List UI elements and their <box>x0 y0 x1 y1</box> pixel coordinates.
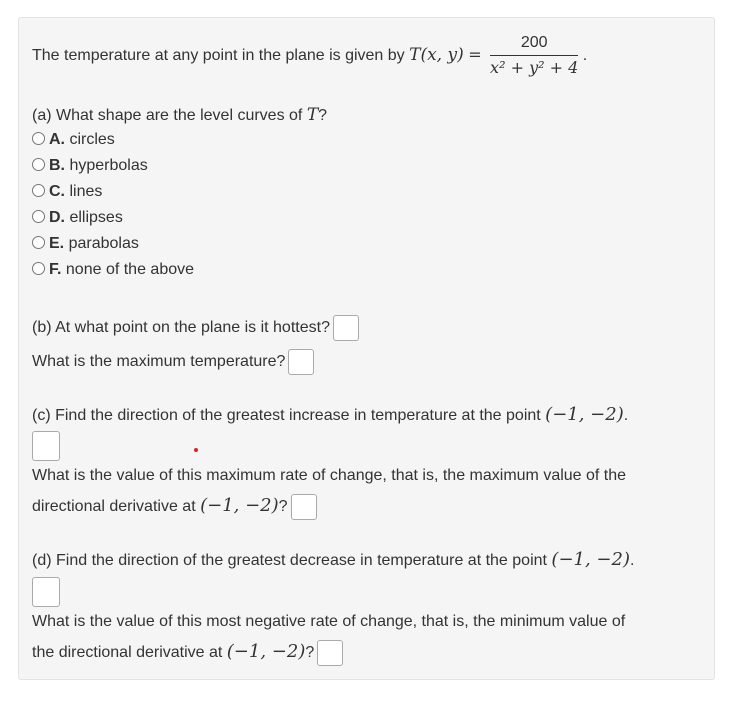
part-d-q2-text2: the directional derivative at <box>32 644 223 661</box>
part-d-q1-line <box>32 547 634 573</box>
radio-d[interactable] <box>32 210 45 223</box>
radio-f[interactable] <box>32 262 45 275</box>
option-e[interactable] <box>32 234 139 254</box>
radio-e[interactable] <box>32 236 45 249</box>
option-d[interactable] <box>32 208 123 228</box>
min-rate-input[interactable] <box>317 640 343 666</box>
option-e-text: parabolas <box>68 235 139 252</box>
increase-direction-input[interactable] <box>32 431 60 461</box>
part-c-q2-line1 <box>32 464 626 488</box>
part-c-period: . <box>623 407 629 424</box>
fraction-denominator: x² + y² + 4 <box>490 58 579 78</box>
intro-line <box>32 32 587 78</box>
fraction-numerator: 200 <box>490 34 578 56</box>
option-c-letter: C. <box>49 183 65 200</box>
part-c-point: (−1, −2) <box>545 404 624 425</box>
option-c-text: lines <box>69 183 103 200</box>
option-e-letter: E. <box>49 235 65 252</box>
intro-text: The temperature at any point in the plane is given by <box>32 47 405 64</box>
part-d-q2-line1 <box>32 610 625 634</box>
part-b-q2-line <box>32 347 314 377</box>
option-b-text: hyperbolas <box>69 157 148 174</box>
part-d-q2-point: (−1, −2) <box>226 641 306 662</box>
part-c-q1-line <box>32 402 628 428</box>
part-b-q2: What is the maximum temperature? <box>32 353 286 370</box>
part-c-q1: (c) Find the direction of the greatest increase in temperature at the point <box>32 407 541 424</box>
part-d-q2-text1: What is the value of this most negative rate of change, that is, the minimum value of <box>32 613 626 630</box>
intro-equals: = <box>468 45 482 64</box>
intro-function: T(x, y) <box>409 45 464 65</box>
part-a-variable: T <box>306 105 319 125</box>
part-c-q2-point: (−1, −2) <box>200 495 279 516</box>
option-f-letter: F. <box>49 261 62 278</box>
radio-a[interactable] <box>32 132 45 145</box>
red-dot-marker <box>194 448 198 452</box>
option-b-letter: B. <box>49 157 65 174</box>
option-c[interactable] <box>32 182 102 202</box>
part-d-point: (−1, −2) <box>551 549 630 570</box>
option-a-letter: A. <box>49 131 65 148</box>
option-d-text: ellipses <box>69 209 123 226</box>
part-b-q1-line <box>32 313 359 343</box>
option-f[interactable] <box>32 260 194 280</box>
part-d-q1: (d) Find the direction of the greatest decrease in temperature at the point <box>32 552 547 569</box>
option-f-text: none of the above <box>65 261 195 278</box>
radio-c[interactable] <box>32 184 45 197</box>
hottest-point-input[interactable] <box>333 315 359 341</box>
part-c-q2-line2 <box>32 491 317 521</box>
max-temperature-input[interactable] <box>288 349 314 375</box>
part-c-q2-end: ? <box>278 498 288 515</box>
radio-b[interactable] <box>32 158 45 171</box>
intro-period: . <box>582 47 588 64</box>
option-a[interactable] <box>32 130 115 150</box>
part-c-q2-text2: directional derivative at <box>32 498 196 515</box>
part-b-q1: (b) At what point on the plane is it hottest? <box>32 319 330 336</box>
option-a-text: circles <box>69 131 115 148</box>
part-d-period: . <box>629 552 635 569</box>
part-d-q2-end: ? <box>305 644 315 661</box>
part-a-suffix: ? <box>318 107 328 124</box>
problem-card <box>18 17 715 680</box>
part-d-q2-line2 <box>32 637 343 667</box>
part-a-question <box>32 104 327 126</box>
part-a-prefix: (a) What shape are the level curves of <box>32 107 303 124</box>
temperature-fraction <box>490 34 578 77</box>
max-rate-input[interactable] <box>291 494 317 520</box>
part-c-q2-text1: What is the value of this maximum rate of change, that is, the maximum value of the <box>32 467 627 484</box>
option-d-letter: D. <box>49 209 65 226</box>
decrease-direction-input[interactable] <box>32 577 60 607</box>
option-b[interactable] <box>32 156 148 176</box>
